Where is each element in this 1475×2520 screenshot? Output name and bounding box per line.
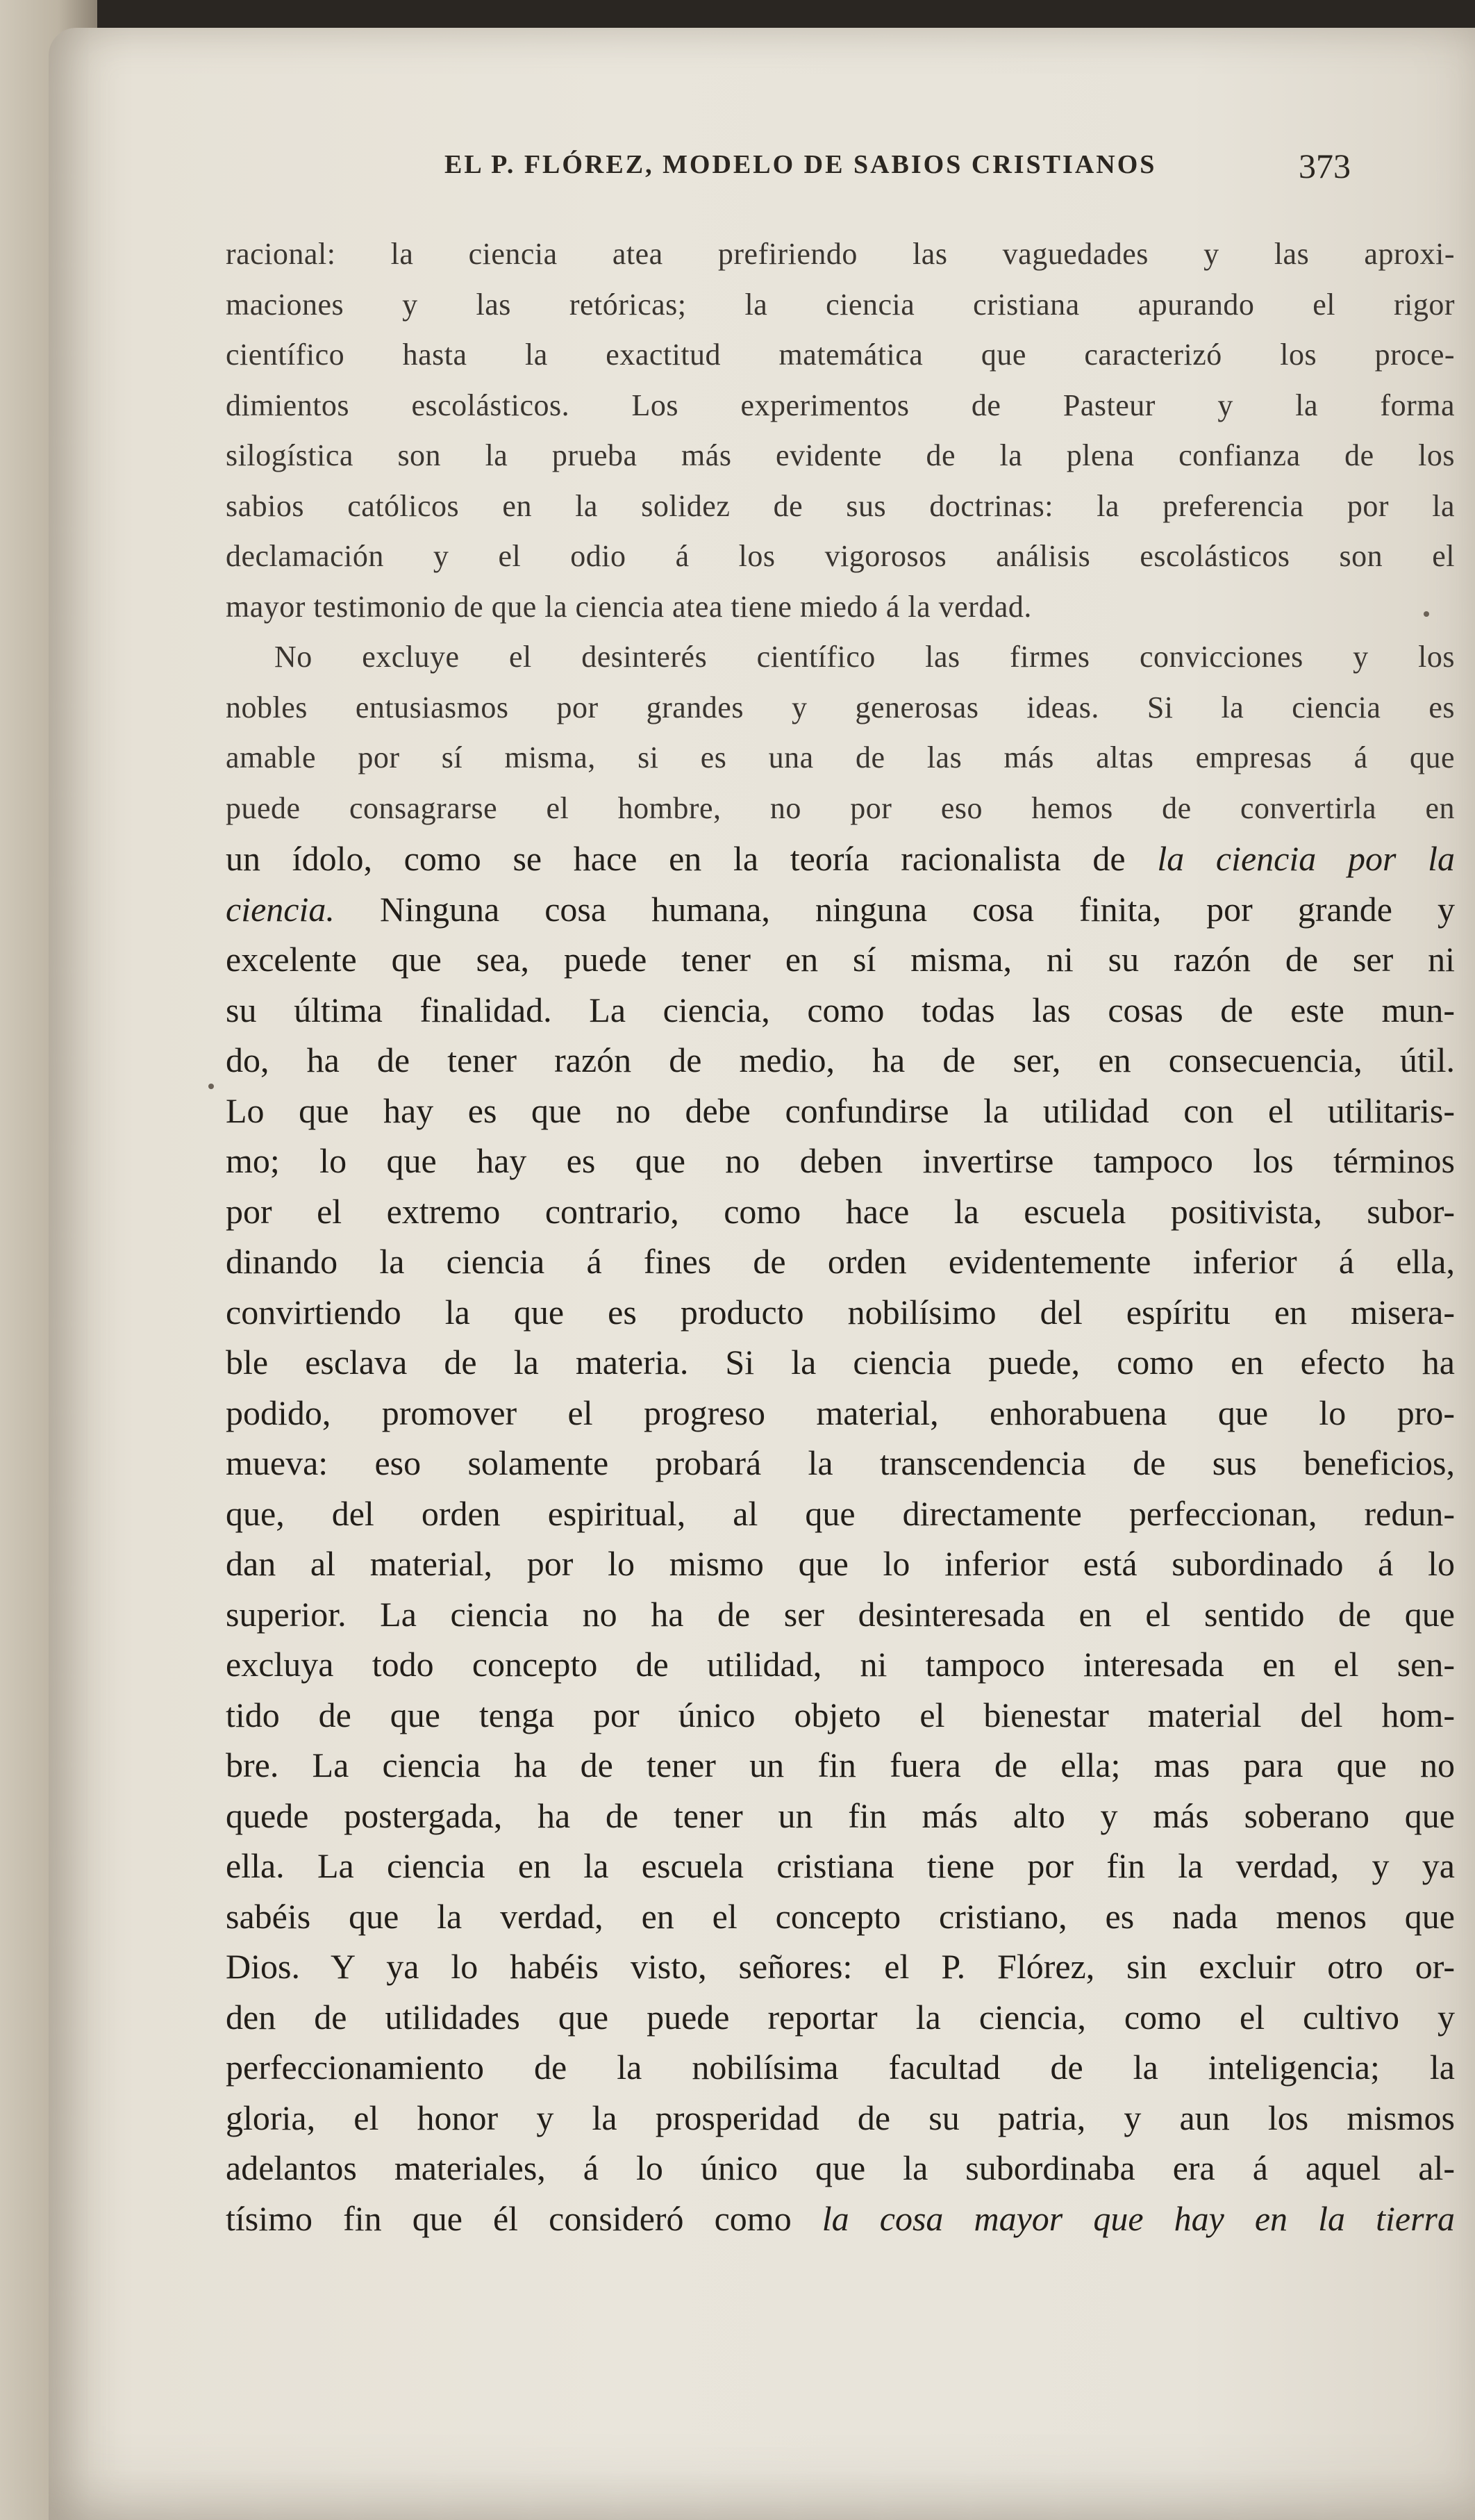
- text-line: mueva: eso solamente probará la transcendencia de sus beneficios,: [226, 1443, 1455, 1482]
- text-line: amable por sí misma, si es una de las más altas empresas á que: [226, 740, 1455, 774]
- text-segment: un ídolo, como se hace en la teoría racionalista de: [226, 839, 1126, 878]
- text-line: dinando la ciencia á fines de orden evidentemente inferior á ella,: [226, 1242, 1455, 1281]
- text-line: bre. La ciencia ha de tener un fin fuera de ella; mas para que no: [226, 1746, 1455, 1784]
- text-line: gloria, el honor y la prosperidad de su patria, y aun los mismos: [226, 2098, 1455, 2137]
- text-line: dan al material, por lo mismo que lo inferior está subordinado á lo: [226, 1544, 1455, 1583]
- text-line: puede consagrarse el hombre, no por eso hemos de convertirla en: [226, 790, 1455, 825]
- text-segment: tísimo fin que él consideró como: [226, 2198, 792, 2238]
- page-number: 373: [1299, 147, 1351, 185]
- text-line: Dios. Y ya lo habéis visto, señores: el P. Flórez, sin excluir otro or-: [226, 1947, 1455, 1986]
- text-line: [226, 834, 1455, 884]
- text-line: convirtiendo la que es producto nobilísimo del espíritu en misera-: [226, 1292, 1455, 1332]
- italic-phrase: la cosa mayor que hay en la tierra: [822, 2198, 1455, 2238]
- text-line: tido de que tenga por único objeto el bienestar material del hom-: [226, 1695, 1455, 1734]
- text-line: científico hasta la exactitud matemática que caracterizó los proce-: [226, 338, 1455, 372]
- text-segment: Ninguna cosa humana, ninguna cosa finita, por grande y: [334, 889, 1455, 929]
- text-line: silogística son la prueba más evidente de la plena confianza de los: [226, 438, 1455, 472]
- text-line: sabios católicos en la solidez de sus doctrinas: la preferencia por la: [226, 488, 1455, 523]
- body-text: [226, 229, 1455, 2244]
- text-line: su última finalidad. La ciencia, como todas las cosas de este mun-: [226, 990, 1455, 1029]
- text-line: declamación y el odio á los vigorosos análisis escolásticos son el: [226, 539, 1455, 573]
- text-line: quede postergada, ha de tener un fin más alto y más soberano que: [226, 1796, 1455, 1835]
- text-line: superior. La ciencia no ha de ser desinteresada en el sentido de que: [226, 1594, 1455, 1634]
- text-line: ella. La ciencia en la escuela cristiana tiene por fin la verdad, y ya: [226, 1846, 1455, 1885]
- text-line: que, del orden espiritual, al que directamente perfeccionan, redun-: [226, 1493, 1455, 1533]
- text-line: dimientos escolásticos. Los experimentos de Pasteur y la forma: [226, 388, 1455, 422]
- text-line: excelente que sea, puede tener en sí misma, ni su razón de ser ni: [226, 940, 1455, 979]
- text-line: [226, 2194, 1455, 2244]
- text-line: nobles entusiasmos por grandes y generosas ideas. Si la ciencia es: [226, 690, 1455, 724]
- text-line: ble esclava de la materia. Si la ciencia puede, como en efecto ha: [226, 1343, 1455, 1382]
- margin-mark: [208, 1084, 214, 1089]
- text-line: podido, promover el progreso material, enhorabuena que lo pro-: [226, 1393, 1455, 1432]
- text-line: mayor testimonio de que la ciencia atea tiene miedo á la verdad.: [226, 589, 1032, 624]
- text-line: [226, 884, 1455, 935]
- text-line: Lo que hay es que no debe confundirse la utilidad con el utilitaris-: [226, 1091, 1455, 1130]
- text-line: perfeccionamiento de la nobilísima facultad de la inteligencia; la: [226, 2048, 1455, 2087]
- text-line: den de utilidades que puede reportar la ciencia, como el cultivo y: [226, 1997, 1455, 2037]
- text-line: No excluye el desinterés científico las firmes convicciones y los: [274, 640, 1455, 674]
- text-line: racional: la ciencia atea prefiriendo las vaguedades y las aproxi-: [226, 237, 1455, 271]
- text-line: maciones y las retóricas; la ciencia cristiana apurando el rigor: [226, 287, 1455, 322]
- text-line: adelantos materiales, á lo único que la subordinaba era á aquel al-: [226, 2148, 1455, 2187]
- text-line: excluya todo concepto de utilidad, ni tampoco interesada en el sen-: [226, 1645, 1455, 1684]
- running-head: EL P. FLÓREZ, MODELO DE SABIOS CRISTIANOS: [444, 150, 1157, 179]
- text-line: por el extremo contrario, como hace la escuela positivista, subor-: [226, 1191, 1455, 1231]
- text-line: mo; lo que hay es que no deben invertirse tampoco los términos: [226, 1141, 1455, 1180]
- italic-phrase: la ciencia por la: [1157, 839, 1456, 878]
- italic-phrase: ciencia.: [226, 889, 335, 929]
- text-line: sabéis que la verdad, en el concepto cristiano, es nada menos que: [226, 1896, 1455, 1936]
- text-line: do, ha de tener razón de medio, ha de ser, en consecuencia, útil.: [226, 1041, 1455, 1079]
